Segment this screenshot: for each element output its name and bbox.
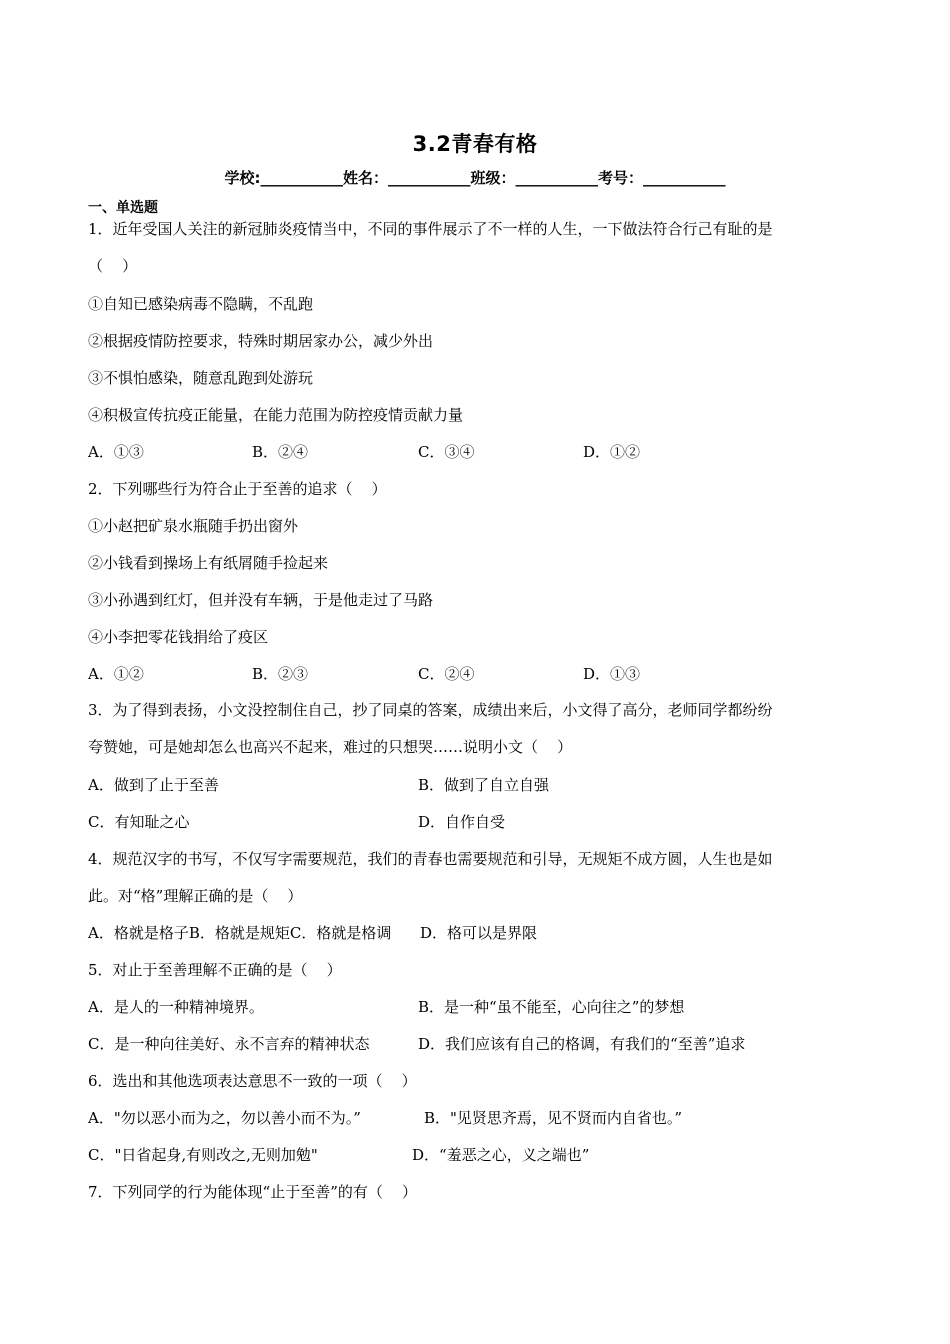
question-3-option-c: C．有知耻之心 — [88, 813, 190, 831]
question-1-statement-2: ②根据疫情防控要求，特殊时期居家办公，减少外出 — [88, 332, 434, 350]
question-1-option-c: C．③④ — [418, 443, 475, 461]
question-1-stem: 1．近年受国人关注的新冠肺炎疫情当中，不同的事件展示了不一样的人生，一下做法符合行己有耻的是 — [88, 220, 773, 238]
question-2-statement-3: ③小孙遇到红灯，但并没有车辆，于是他走过了马路 — [88, 591, 434, 609]
page-title: 3.2青春有格 — [412, 132, 538, 156]
question-3-stem-cont: 夸赞她，可是她却怎么也高兴不起来，难过的只想哭……说明小文（ ） — [88, 738, 573, 756]
student-info-line: 学校:___________姓名：___________班级：___________考号：___________ — [224, 169, 726, 187]
question-3-option-b: B．做到了自立自强 — [418, 776, 550, 794]
section-heading: 一、单选题 — [88, 200, 158, 216]
question-5-stem: 5．对止于至善理解不正确的是（ ） — [88, 961, 342, 979]
question-2-option-c: C．②④ — [418, 665, 475, 683]
question-4-stem: 4．规范汉字的书写，不仅写字需要规范，我们的青春也需要规范和引导，无规矩不成方圆，人生也是如 — [88, 850, 773, 868]
question-2-option-a: A．①② — [88, 665, 144, 683]
question-6-option-d: D．“羞恶之心，义之端也” — [412, 1146, 590, 1164]
question-5-option-b: B．是一种“虽不能至，心向往之”的梦想 — [418, 998, 685, 1016]
question-5-option-d: D．我们应该有自己的格调，有我们的“至善”追求 — [418, 1035, 746, 1053]
question-3-option-a: A．做到了止于至善 — [88, 776, 219, 794]
question-4-stem-cont: 此。对“格”理解正确的是（ ） — [88, 887, 303, 905]
question-1-stem-cont: （ ） — [88, 257, 138, 275]
question-2-statement-4: ④小李把零花钱捐给了疫区 — [88, 628, 269, 646]
question-6-option-a: A．"勿以恶小而为之，勿以善小而不为。” — [88, 1109, 361, 1127]
question-1-option-a: A．①③ — [88, 443, 144, 461]
question-6-stem: 6．选出和其他选项表达意思不一致的一项（ ） — [88, 1072, 417, 1090]
question-1-statement-3: ③不惧怕感染，随意乱跑到处游玩 — [88, 369, 314, 387]
question-3-stem: 3．为了得到表扬，小文没控制住自己，抄了同桌的答案，成绩出来后，小文得了高分，老师同学都纷纷 — [88, 701, 773, 719]
question-5-option-a: A．是人的一种精神境界。 — [88, 998, 264, 1016]
question-2-stem: 2．下列哪些行为符合止于至善的追求（ ） — [88, 480, 387, 498]
question-1-statement-1: ①自知已感染病毒不隐瞒，不乱跑 — [88, 295, 314, 313]
question-2-statement-1: ①小赵把矿泉水瓶随手扔出窗外 — [88, 517, 299, 535]
question-2-statement-2: ②小钱看到操场上有纸屑随手捡起来 — [88, 554, 329, 572]
question-5-option-c: C．是一种向往美好、永不言弃的精神状态 — [88, 1035, 370, 1053]
question-1-option-d: D．①② — [583, 443, 641, 461]
question-2-option-b: B．②③ — [252, 665, 309, 683]
question-3-option-d: D．自作自受 — [418, 813, 506, 831]
question-6-option-c: C．"日省起身,有则改之,无则加勉" — [88, 1146, 318, 1164]
question-6-option-b: B．"见贤思齐焉，见不贤而内自省也。” — [424, 1109, 683, 1127]
question-2-option-d: D．①③ — [583, 665, 641, 683]
question-7-stem: 7．下列同学的行为能体现“止于至善”的有（ ） — [88, 1183, 417, 1201]
question-1-statement-4: ④积极宣传抗疫正能量，在能力范围为防控疫情贡献力量 — [88, 406, 464, 424]
question-4-options: A．格就是格子B．格就是规矩C．格就是格调 D．格可以是界限 — [88, 924, 537, 942]
question-1-option-b: B．②④ — [252, 443, 309, 461]
